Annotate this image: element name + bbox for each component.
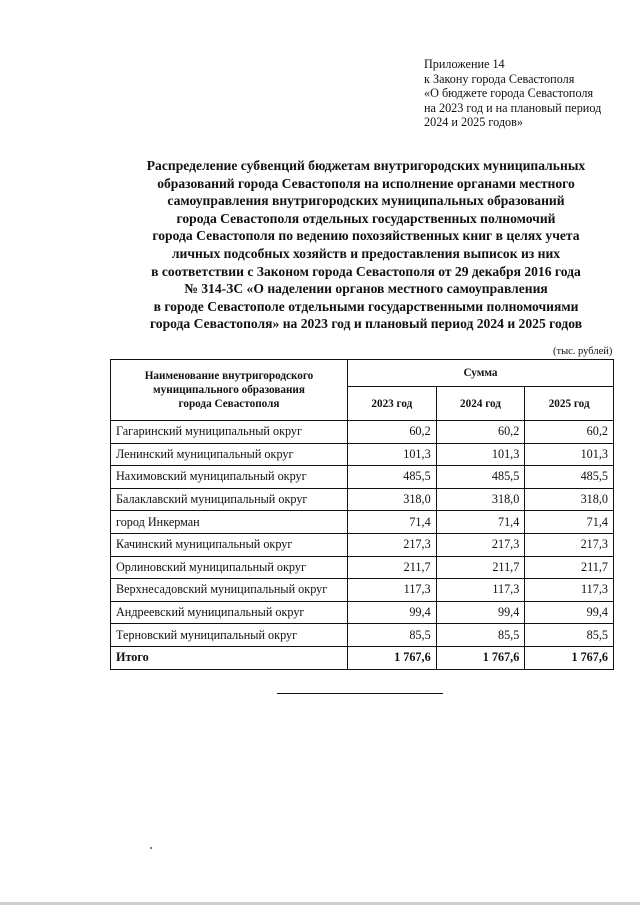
subvention-table [110, 359, 614, 670]
title-line: образований города Севастополя на исполнение органами местного [157, 175, 575, 191]
amount-2025: 217,3 [525, 533, 614, 556]
amount-2025: 85,5 [525, 624, 614, 647]
amount-2023: 211,7 [348, 556, 437, 579]
amount-2025: 71,4 [525, 511, 614, 534]
district-name: Балаклавский муниципальный округ [111, 488, 348, 511]
district-name: Терновский муниципальный округ [111, 624, 348, 647]
total-2025: 1 767,6 [525, 646, 614, 669]
amount-2023: 85,5 [348, 624, 437, 647]
amount-2023: 217,3 [348, 533, 437, 556]
amount-2025: 60,2 [525, 421, 614, 444]
amount-2023: 318,0 [348, 488, 437, 511]
name-header-line: муниципального образования [153, 384, 305, 396]
amount-2025: 211,7 [525, 556, 614, 579]
title-line: самоуправления внутригородских муниципальных образований [167, 193, 565, 209]
appendix-block [424, 57, 629, 130]
amount-2024: 217,3 [436, 533, 525, 556]
title-line: в соответствии с Законом города Севастополя от 29 декабря 2016 года [151, 263, 581, 279]
amount-2025: 485,5 [525, 466, 614, 489]
title-line: № 314-ЗС «О наделении органов местного самоуправления [184, 281, 548, 297]
amount-2024: 117,3 [436, 579, 525, 602]
end-rule [277, 693, 443, 694]
amount-2025: 101,3 [525, 443, 614, 466]
appendix-line: к Закону города Севастополя [424, 71, 575, 86]
title-line: личных подсобных хозяйств и предоставления выписок из них [171, 245, 561, 261]
title-line: в городе Севастополе отдельными государственными полномочиями [153, 298, 579, 314]
name-header-line: города Севастополя [178, 398, 280, 410]
title-line: города Севастополя по ведению похозяйственных книг в целях учета [152, 228, 580, 244]
district-name: Гагаринский муниципальный округ [111, 421, 348, 444]
table-row [111, 466, 614, 489]
table-row [111, 511, 614, 534]
amount-2023: 60,2 [348, 421, 437, 444]
table-row [111, 579, 614, 602]
year-header-2024: 2024 год [436, 387, 525, 421]
district-name: Ленинский муниципальный округ [111, 443, 348, 466]
amount-2023: 485,5 [348, 466, 437, 489]
name-header-line: Наименование внутригородского [144, 370, 314, 382]
table-row [111, 533, 614, 556]
table-row [111, 624, 614, 647]
total-row [111, 646, 614, 669]
appendix-line: на 2023 год и на плановый период [424, 100, 602, 115]
amount-2025: 117,3 [525, 579, 614, 602]
title-line: города Севастополя» на 2023 год и плановый период 2024 и 2025 годов [149, 316, 583, 332]
table-row [111, 556, 614, 579]
amount-2024: 101,3 [436, 443, 525, 466]
district-name: Андреевский муниципальный округ [111, 601, 348, 624]
amount-2024: 85,5 [436, 624, 525, 647]
appendix-line: «О бюджете города Севастополя [424, 86, 594, 101]
units-note: (тыс. рублей) [553, 346, 613, 357]
sum-column-header: Сумма [348, 360, 614, 387]
amount-2024: 71,4 [436, 511, 525, 534]
appendix-line: Приложение 14 [424, 57, 505, 71]
total-2023: 1 767,6 [348, 646, 437, 669]
appendix-line: 2024 и 2025 годов» [424, 115, 523, 130]
year-header-2025: 2025 год [525, 387, 614, 421]
amount-2024: 485,5 [436, 466, 525, 489]
document-title [96, 157, 636, 333]
table-row [111, 421, 614, 444]
amount-2025: 99,4 [525, 601, 614, 624]
amount-2024: 211,7 [436, 556, 525, 579]
total-label: Итого [111, 646, 348, 669]
amount-2023: 117,3 [348, 579, 437, 602]
total-2024: 1 767,6 [436, 646, 525, 669]
amount-2024: 60,2 [436, 421, 525, 444]
amount-2025: 318,0 [525, 488, 614, 511]
title-line: города Севастополя отдельных государственных полномочий [176, 210, 556, 226]
amount-2023: 99,4 [348, 601, 437, 624]
district-name: Верхнесадовский муниципальный округ [111, 579, 348, 602]
table-row [111, 601, 614, 624]
title-line: Распределение субвенций бюджетам внутригородских муниципальных [146, 158, 586, 173]
amount-2024: 318,0 [436, 488, 525, 511]
district-name: Нахимовский муниципальный округ [111, 466, 348, 489]
year-header-2023: 2023 год [348, 387, 437, 421]
scan-speck [150, 847, 152, 849]
district-name: Качинский муниципальный округ [111, 533, 348, 556]
amount-2024: 99,4 [436, 601, 525, 624]
table-row [111, 443, 614, 466]
district-name: Орлиновский муниципальный округ [111, 556, 348, 579]
amount-2023: 71,4 [348, 511, 437, 534]
name-column-header [111, 360, 348, 421]
district-name: город Инкерман [111, 511, 348, 534]
amount-2023: 101,3 [348, 443, 437, 466]
table-row [111, 488, 614, 511]
